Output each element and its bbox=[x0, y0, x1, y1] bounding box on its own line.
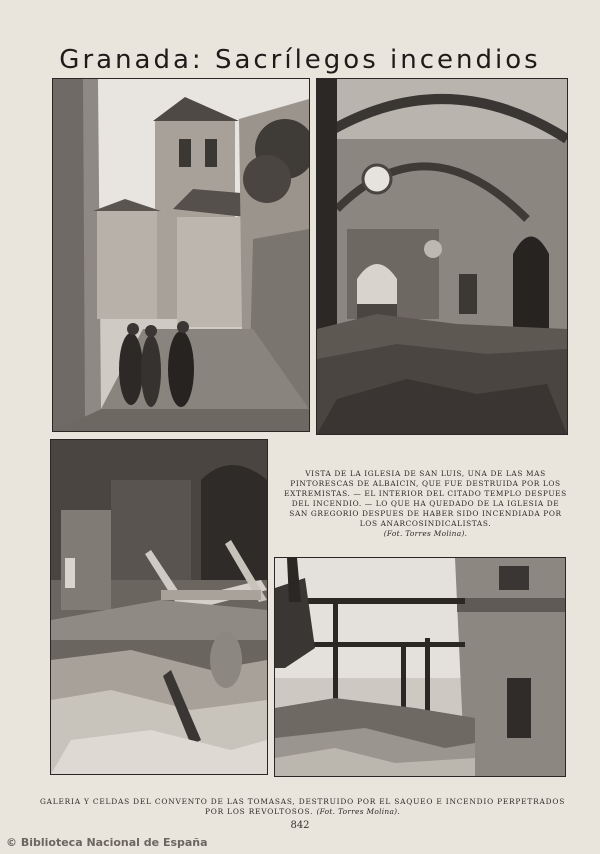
photo-caption-bottom bbox=[30, 797, 575, 817]
burnt-interior-image bbox=[317, 79, 567, 434]
convent-gallery-image bbox=[51, 440, 267, 774]
caption-bottom-credit: (Fot. Torres Molina). bbox=[316, 807, 401, 817]
street-scene-image bbox=[53, 79, 309, 431]
photo-charred-frame bbox=[274, 557, 566, 777]
caption-right-text: VISTA DE LA IGLESIA DE SAN LUIS, UNA DE LAS MAS PINTORESCAS DE ALBAICIN, QUE FUE DESTRUIDA POR LOS EXTREMISTAS. — EL INTERIOR DEL CITADO TEMPLO DESPUES DEL INCENDIO. — LO QUE HA QUEDADO DE LA IGLESIA DE SAN GREGORIO DESPUES DE HABER SIDO INCENDIADA POR LOS ANARCOSINDICALISTAS. bbox=[284, 469, 567, 529]
charred-frame-image bbox=[275, 558, 565, 776]
caption-right-credit: (Fot. Torres Molina). bbox=[383, 529, 468, 539]
photo-san-luis-street bbox=[52, 78, 310, 432]
library-watermark: © Biblioteca Nacional de España bbox=[6, 836, 208, 849]
photo-burnt-interior bbox=[316, 78, 568, 435]
photo-caption-right bbox=[283, 469, 568, 539]
photo-convent-gallery bbox=[50, 439, 268, 775]
page-number: 842 bbox=[290, 820, 310, 831]
caption-bottom-text: GALERIA Y CELDAS DEL CONVENTO DE LAS TOMASAS, DESTRUIDO POR EL SAQUEO E INCENDIO PERPETRADOS POR LOS REVOLTOSOS. bbox=[39, 797, 566, 817]
page-title: Granada: Sacrílegos incendios bbox=[59, 45, 541, 76]
